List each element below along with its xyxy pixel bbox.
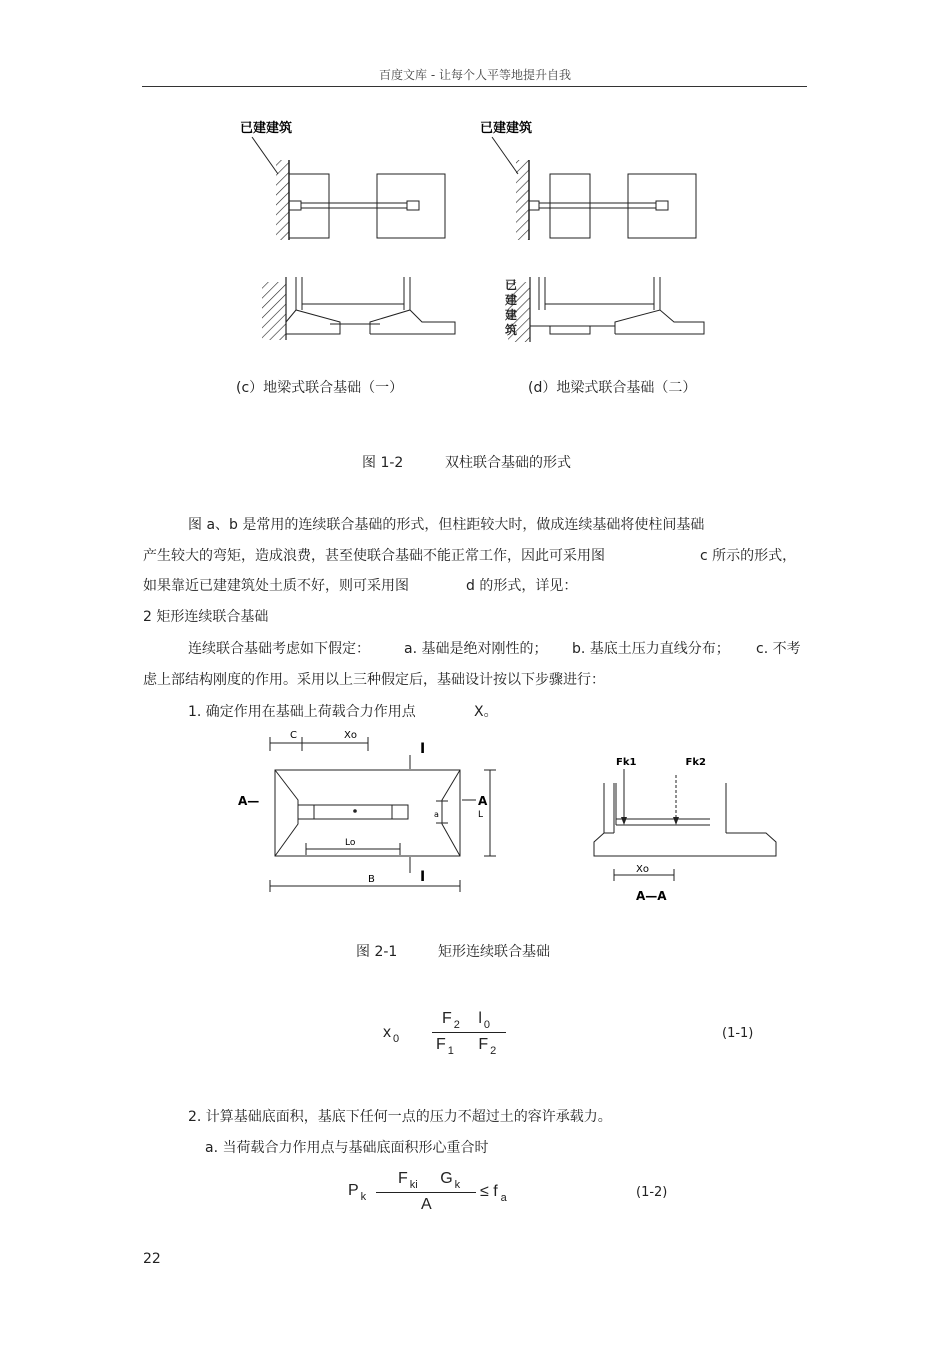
- eq2-num-b-sub: k: [454, 1179, 461, 1191]
- section-mark-I-top: I: [420, 741, 426, 757]
- step-1-text: 1. 确定作用在基础上荷载合力作用点: [188, 704, 416, 720]
- eq1-lhs: [383, 1024, 400, 1045]
- paragraph-1-line-2b: c 所示的形式，: [700, 548, 797, 564]
- eq1-number: (1-1): [722, 1026, 754, 1041]
- dim-a: a: [434, 810, 439, 819]
- vertical-label-existing-building: [503, 278, 519, 338]
- figure-1-2-number: 图 1-2: [362, 455, 404, 471]
- caption-d: (d）地梁式联合基础（二）: [528, 380, 697, 396]
- eq2-fraction-bar: [376, 1192, 476, 1193]
- figure-2-1-title: 矩形连续联合基础: [438, 944, 550, 960]
- paragraph-1-line-3a: 如果靠近已建建筑处土质不好，则可采用图: [143, 578, 409, 594]
- dim-L: L: [478, 810, 484, 820]
- label-existing-building-d: 已建建筑: [480, 121, 533, 136]
- eq2-denominator: A: [421, 1196, 432, 1213]
- eq1-num-b-sub: 0: [483, 1019, 491, 1031]
- dim-Xo: Xo: [344, 730, 357, 741]
- paragraph-1-line-2a: 产生较大的弯矩，造成浪费，甚至使联合基础不能正常工作，因此可采用图: [143, 548, 605, 564]
- eq2-lhs-sub: k: [360, 1191, 367, 1203]
- paragraph-2-line-1c: b. 基底土压力直线分布；: [572, 641, 730, 657]
- dim-Xo-section: Xo: [636, 864, 649, 875]
- paragraph-2-line-2: 虑上部结构刚度的作用。采用以上三种假定后，基础设计按以下步骤进行：: [143, 672, 605, 688]
- vlabel-char: 建: [504, 308, 517, 322]
- step-1-symbol: X。: [474, 704, 498, 720]
- eq2-relation: [480, 1183, 507, 1204]
- eq1-numerator: [442, 1010, 491, 1031]
- step-2a-text: a. 当荷载合力作用点与基础底面积形心重合时: [205, 1140, 489, 1156]
- eq1-lhs-symbol: x: [383, 1024, 391, 1041]
- eq2-lhs: [348, 1182, 367, 1203]
- figure-2-1-number: 图 2-1: [356, 944, 398, 960]
- dim-B: B: [368, 874, 375, 885]
- eq2-num-a-sub: ki: [409, 1179, 418, 1191]
- step-2-text: 2. 计算基础底面积，基底下任何一点的压力不超过土的容许承载力。: [188, 1109, 612, 1125]
- eq2-num-a: F: [398, 1170, 408, 1187]
- load-Fk1: Fk1: [616, 757, 637, 768]
- eq1-den-b-sub: 2: [490, 1045, 497, 1057]
- eq2-numerator: [398, 1170, 461, 1191]
- vlabel-char: 筑: [504, 323, 517, 337]
- eq1-lhs-sub: 0: [393, 1033, 400, 1045]
- vlabel-char: 已: [504, 278, 517, 292]
- figure-1-2-title: 双柱联合基础的形式: [445, 455, 571, 471]
- eq1-den-a: F: [436, 1036, 446, 1053]
- load-Fk2: Fk2: [685, 757, 706, 768]
- eq2-num-b: G: [440, 1170, 453, 1187]
- eq1-fraction-bar: [432, 1032, 506, 1033]
- eq2-rel-symbol: ≤ f: [480, 1183, 498, 1200]
- figure-1-2-drawing: [230, 112, 720, 372]
- section-heading-2: 2 矩形连续联合基础: [143, 609, 269, 625]
- paragraph-2-line-1b: a. 基础是绝对刚性的；: [404, 641, 548, 657]
- eq2-lhs-symbol: P: [348, 1182, 359, 1199]
- eq1-denominator: [436, 1036, 497, 1057]
- page-number: 22: [143, 1251, 161, 1267]
- label-existing-building-c: 已建建筑: [240, 121, 293, 136]
- paragraph-1-line-1: 图 a、b 是常用的连续联合基础的形式，但柱距较大时，做成连续基础将使柱间基础: [188, 517, 705, 533]
- paragraph-1-line-3b: d 的形式，详见：: [466, 578, 578, 594]
- section-mark-A-left: A—: [238, 794, 260, 808]
- paragraph-2-line-1d: c. 不考: [756, 641, 801, 657]
- eq2-rel-sub: a: [500, 1192, 507, 1204]
- section-mark-I-bottom: I: [420, 869, 426, 885]
- section-mark-A-right: A: [478, 794, 488, 808]
- eq2-number: (1-2): [636, 1185, 668, 1200]
- dim-C: C: [290, 730, 297, 741]
- figure-2-1-section-footing: [590, 770, 780, 910]
- caption-c: (c）地梁式联合基础（一）: [236, 380, 404, 396]
- eq1-num-a-sub: 2: [453, 1019, 460, 1031]
- eq1-den-b: F: [478, 1036, 489, 1053]
- paragraph-2-line-1a: 连续联合基础考虑如下假定：: [188, 641, 370, 657]
- vlabel-char: 建: [504, 293, 517, 307]
- eq1-den-a-sub: 1: [447, 1045, 454, 1057]
- section-label-A-A: A—A: [636, 889, 667, 903]
- eq1-num-a: F: [442, 1010, 452, 1027]
- page-header: 百度文库 - 让每个人平等地提升自我: [379, 68, 571, 82]
- header-rule: [142, 86, 807, 87]
- eq1-num-b: l: [478, 1010, 482, 1027]
- dim-lo: Lo: [345, 838, 356, 848]
